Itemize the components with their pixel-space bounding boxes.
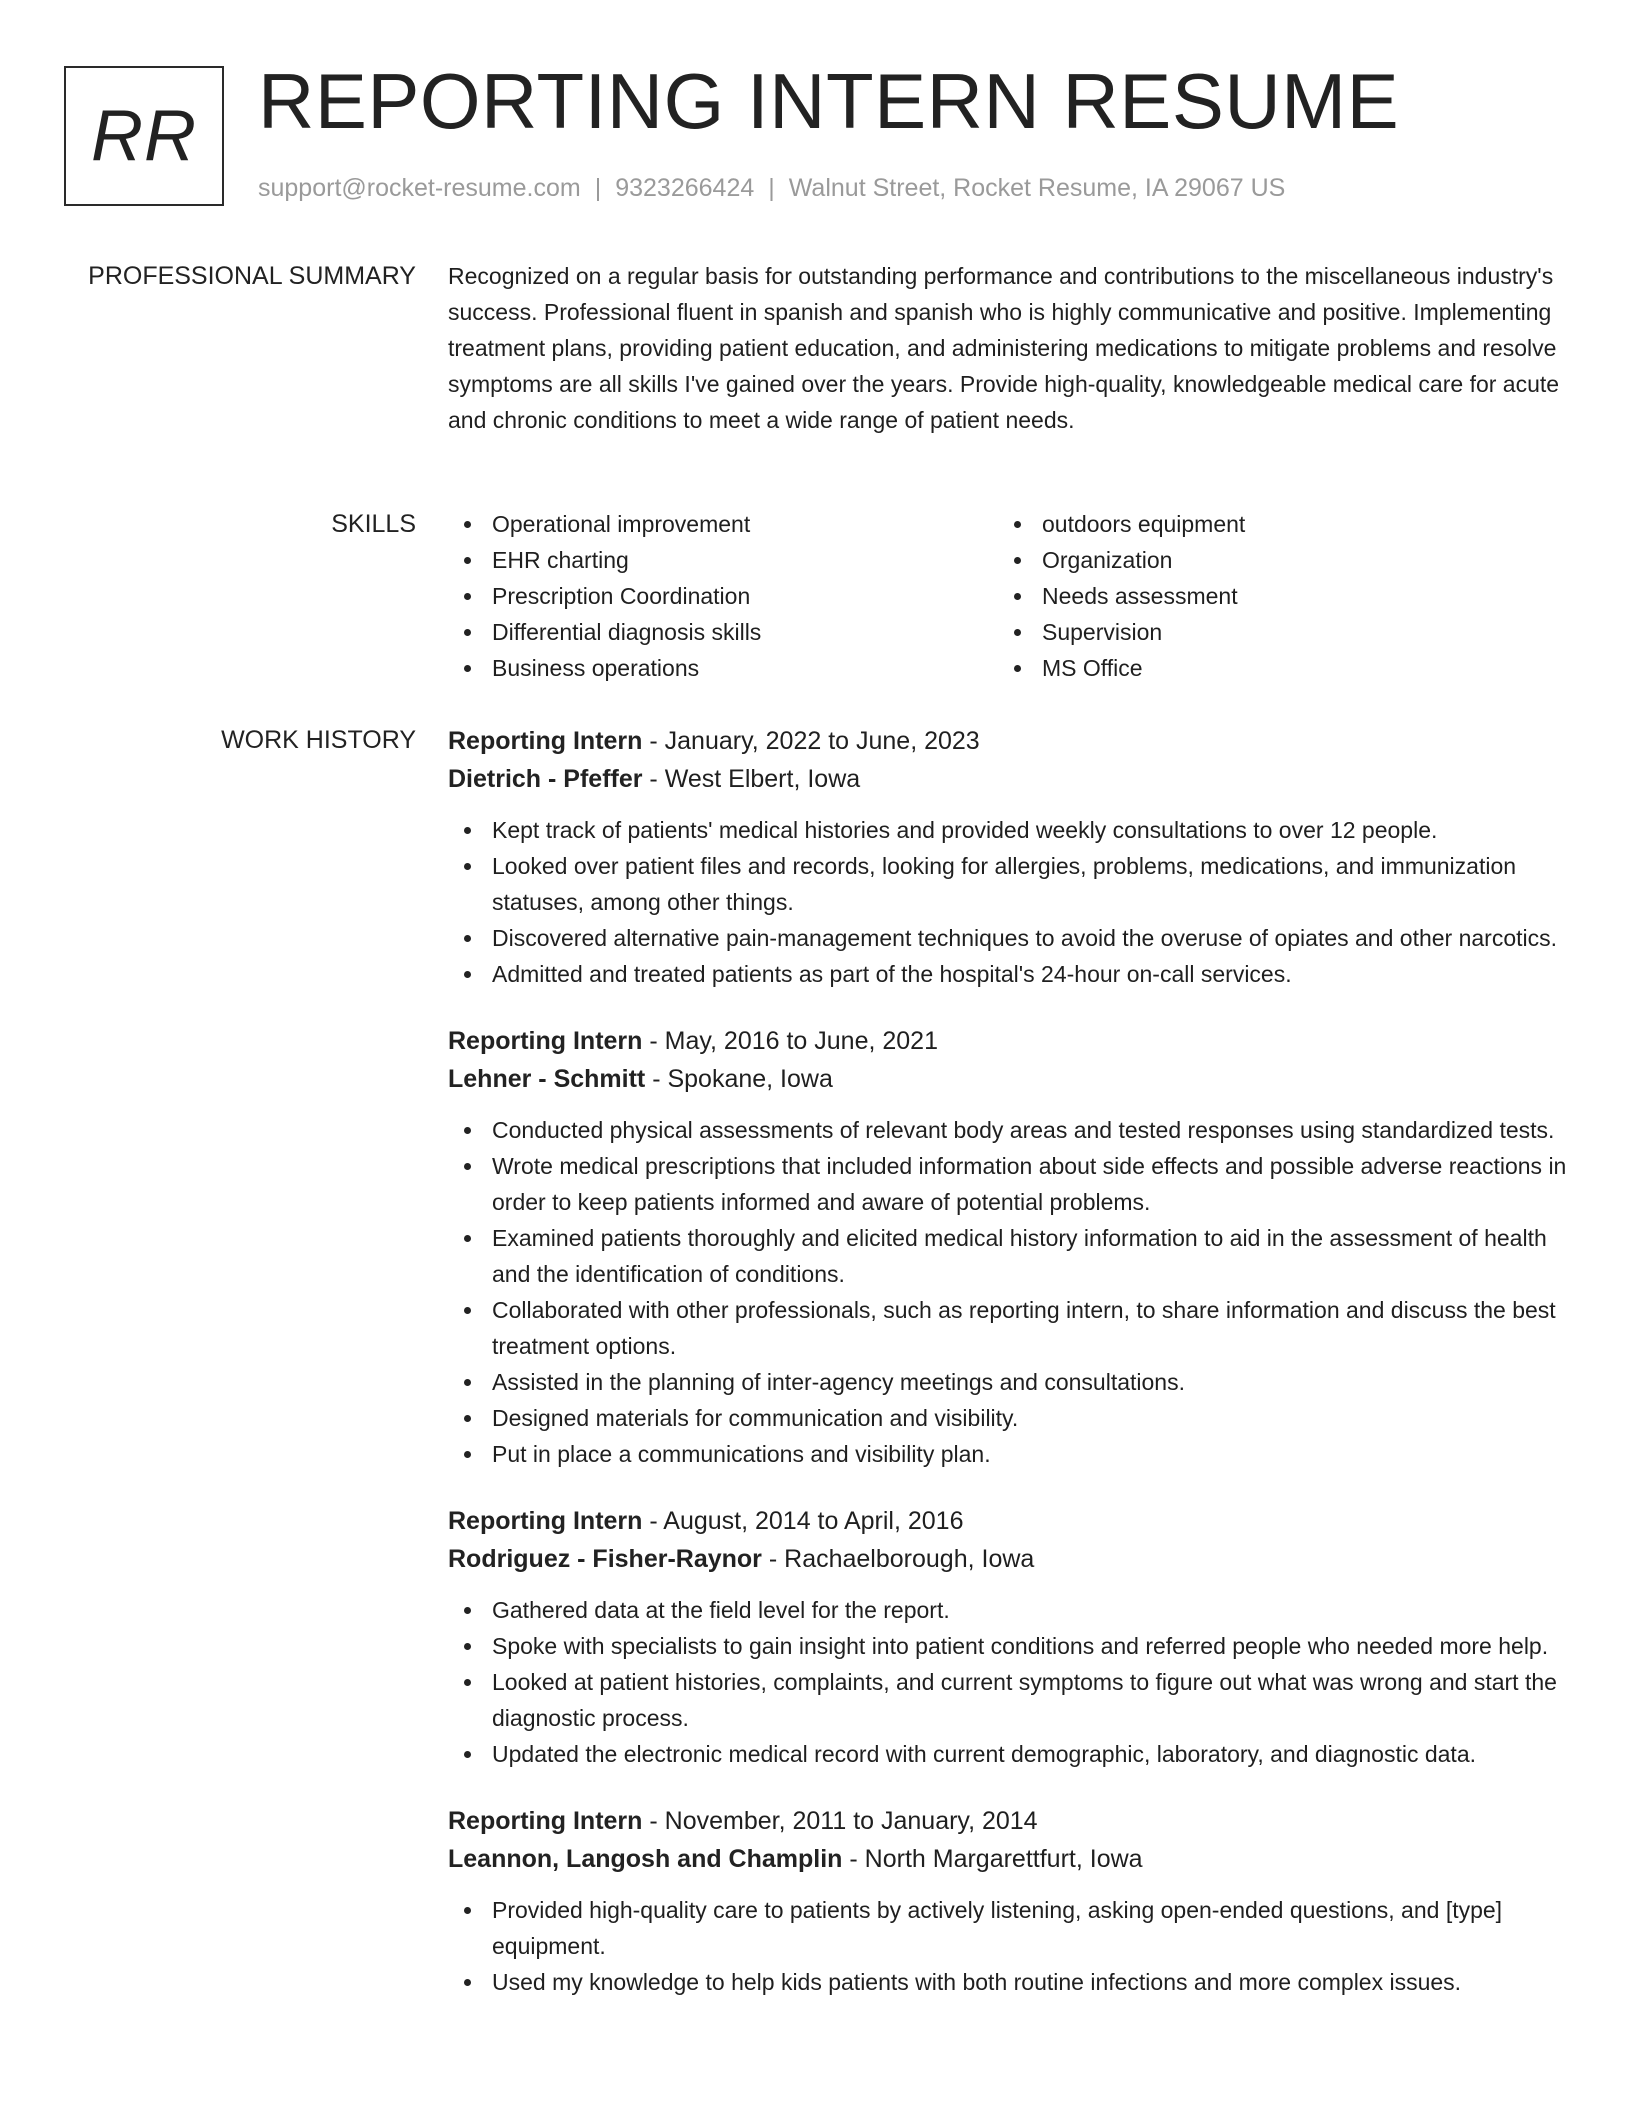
skill-item: Organization — [998, 542, 1548, 578]
job-bullet: Conducted physical assessments of relevant body areas and tested responses using standardized tests. — [448, 1112, 1568, 1148]
skills-content — [448, 506, 1568, 686]
job-entry — [448, 1022, 1568, 1472]
address: Walnut Street, Rocket Resume, IA 29067 US — [788, 174, 1286, 202]
section-label: WORK HISTORY — [221, 726, 416, 754]
job-title-line — [448, 1802, 1568, 1840]
job-entry — [448, 1802, 1568, 2000]
job-bullet: Looked at patient histories, complaints, and current symptoms to figure out what was wrong and start the diagnostic process. — [448, 1664, 1568, 1736]
job-dates: - May, 2016 to June, 2021 — [642, 1027, 938, 1055]
contact-line — [258, 174, 1285, 203]
contact-separator: | — [594, 174, 602, 202]
job-dates: - November, 2011 to January, 2014 — [642, 1807, 1038, 1835]
job-bullet: Collaborated with other professionals, such as reporting intern, to share information and discuss the best treatment options. — [448, 1292, 1568, 1364]
job-company: Rodriguez - Fisher-Raynor — [448, 1545, 762, 1573]
job-bullet: Gathered data at the field level for the report. — [448, 1592, 1568, 1628]
job-title-line — [448, 1022, 1568, 1060]
section-label: PROFESSIONAL SUMMARY — [88, 262, 416, 290]
job-bullet: Admitted and treated patients as part of the hospital's 24-hour on-call services. — [448, 956, 1568, 992]
skill-item: Differential diagnosis skills — [448, 614, 998, 650]
job-bullets — [448, 812, 1568, 992]
job-company-line — [448, 1060, 1568, 1098]
job-bullet: Wrote medical prescriptions that included information about side effects and possible adverse reactions in order to keep patients informed and aware of potential problems. — [448, 1148, 1568, 1220]
summary-content — [448, 258, 1568, 438]
job-company: Leannon, Langosh and Champlin — [448, 1845, 843, 1873]
skill-item: Needs assessment — [998, 578, 1548, 614]
contact-separator: | — [768, 174, 775, 202]
job-bullet: Assisted in the planning of inter-agency meetings and consultations. — [448, 1364, 1568, 1400]
job-location: - North Margarettfurt, Iowa — [842, 1845, 1143, 1873]
skills-left-column — [448, 506, 998, 686]
skill-item: Business operations — [448, 650, 998, 686]
job-company-line — [448, 1840, 1568, 1878]
skill-item: EHR charting — [448, 542, 998, 578]
job-bullet: Discovered alternative pain-management techniques to avoid the overuse of opiates and other narcotics. — [448, 920, 1568, 956]
summary-text: Recognized on a regular basis for outstanding performance and contributions to the miscellaneous industry's success. Professional fluent in spanish and spanish who is highly communicative and positive. Implementing treatment plans, providing patient education, and administering medications to mitigate problems and resolve symptoms are all skills I've gained over the years. Provide high-quality, knowledgeable medical care for acute and chronic conditions to meet a wide range of patient needs. — [448, 263, 1560, 433]
job-bullet: Looked over patient files and records, looking for allergies, problems, medications, and immunization statuses, among other things. — [448, 848, 1568, 920]
job-entry — [448, 722, 1568, 992]
skill-item: MS Office — [998, 650, 1548, 686]
job-bullet: Put in place a communications and visibility plan. — [448, 1436, 1568, 1472]
job-bullet: Used my knowledge to help kids patients with both routine infections and more complex issues. — [448, 1964, 1568, 2000]
job-company: Dietrich - Pfeffer — [448, 765, 643, 793]
job-location: - West Elbert, Iowa — [642, 765, 861, 793]
job-title: Reporting Intern — [448, 1027, 643, 1055]
skill-item: outdoors equipment — [998, 506, 1548, 542]
job-bullets — [448, 1592, 1568, 1772]
job-bullet: Kept track of patients' medical histories and provided weekly consultations to over 12 people. — [448, 812, 1568, 848]
work-history-content — [448, 722, 1568, 2030]
job-title-line — [448, 722, 1568, 760]
skill-item: Operational improvement — [448, 506, 998, 542]
job-bullet: Examined patients thoroughly and elicited medical history information to aid in the assessment of health and the identification of conditions. — [448, 1220, 1568, 1292]
skill-item: Prescription Coordination — [448, 578, 998, 614]
job-bullet: Designed materials for communication and visibility. — [448, 1400, 1568, 1436]
monogram-logo: RR — [64, 66, 224, 206]
phone[interactable]: 9323266424 — [615, 174, 755, 202]
job-bullet: Spoke with specialists to gain insight into patient conditions and referred people who needed more help. — [448, 1628, 1568, 1664]
job-bullets — [448, 1112, 1568, 1472]
job-title: Reporting Intern — [448, 727, 643, 755]
job-dates: - August, 2014 to April, 2016 — [642, 1507, 964, 1535]
job-bullet: Provided high-quality care to patients by actively listening, asking open-ended questions, and [type] equipment. — [448, 1892, 1568, 1964]
job-company-line — [448, 1540, 1568, 1578]
email[interactable]: support@rocket-resume.com — [258, 174, 581, 202]
job-title: Reporting Intern — [448, 1807, 643, 1835]
job-bullet: Updated the electronic medical record with current demographic, laboratory, and diagnostic data. — [448, 1736, 1568, 1772]
job-entry — [448, 1502, 1568, 1772]
skill-item: Supervision — [998, 614, 1548, 650]
job-location: - Rachaelborough, Iowa — [761, 1545, 1035, 1573]
job-bullets — [448, 1892, 1568, 2000]
section-label: SKILLS — [331, 510, 416, 538]
job-title-line — [448, 1502, 1568, 1540]
job-location: - Spokane, Iowa — [645, 1065, 833, 1093]
job-company-line — [448, 760, 1568, 798]
job-dates: - January, 2022 to June, 2023 — [642, 727, 980, 755]
skills-right-column — [998, 506, 1548, 686]
resume-title: REPORTING INTERN RESUME — [258, 57, 1400, 145]
job-company: Lehner - Schmitt — [448, 1065, 646, 1093]
job-title: Reporting Intern — [448, 1507, 643, 1535]
